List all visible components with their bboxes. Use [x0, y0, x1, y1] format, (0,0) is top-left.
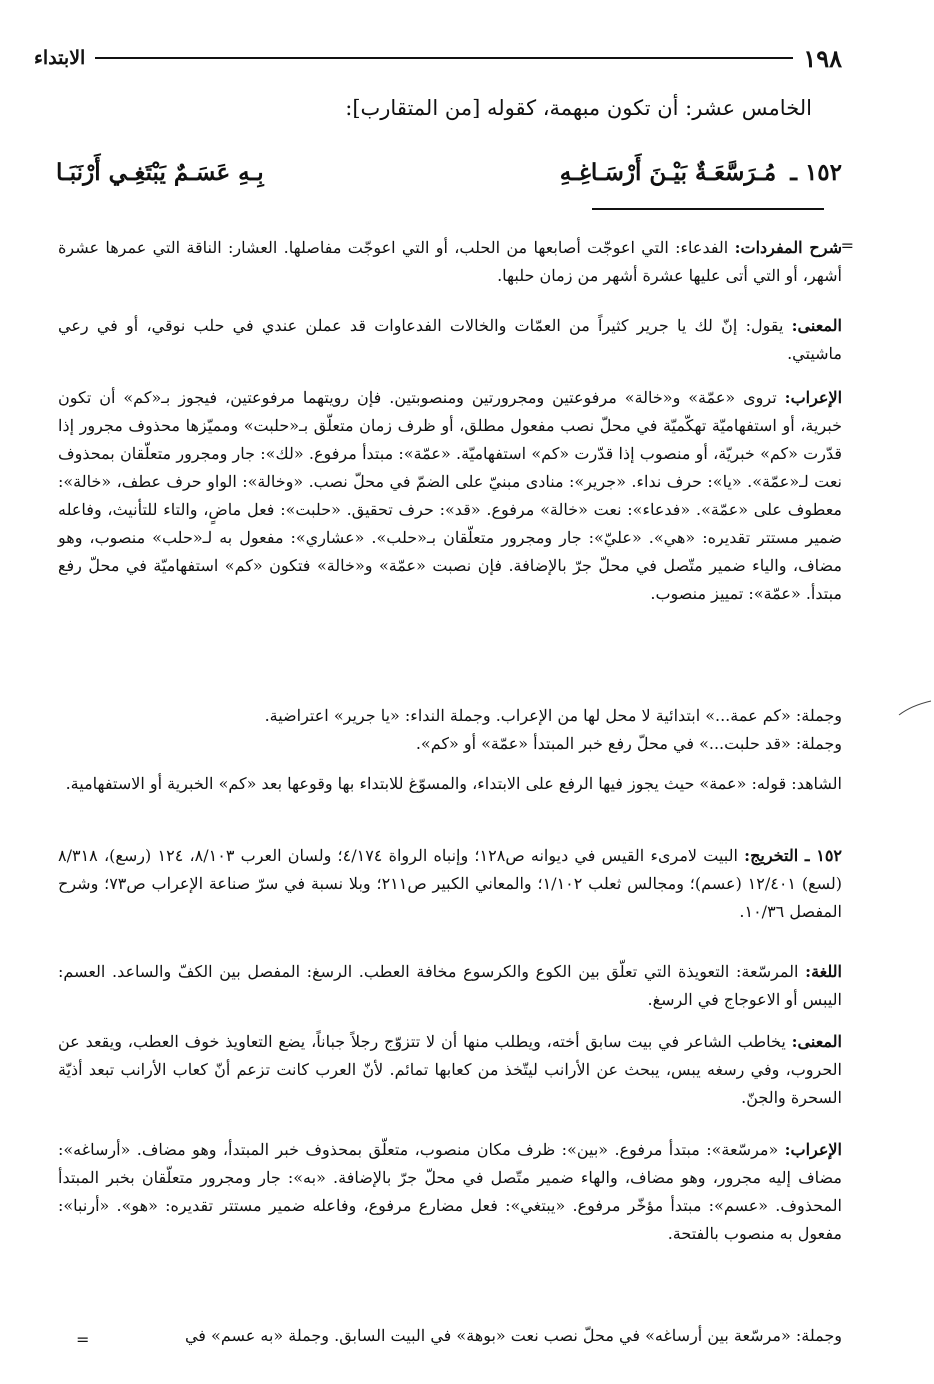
- irab-section-2: [58, 1136, 842, 1248]
- sentences-text-2: وجملة: «مرسّعة بين أرساغه» في محلّ نصب نعت «بوهة» في البيت السابق. وجملة «به عسم» في: [184, 1326, 842, 1345]
- sentences-section-1: [58, 702, 842, 758]
- vocab-label: شرح المفردات:: [734, 238, 842, 257]
- vocab-text: الفدعاء: التي اعوجّت أصابعها من الحلب، أو التي اعوجّت مفاصلها. العشار: الناقة التي عمرها عشرة أشهر، أو التي أتى عليها عشرة أشهر من زمان حلبها.: [58, 238, 842, 285]
- lugha-label: اللغة:: [805, 962, 842, 981]
- verse-line: [56, 150, 842, 194]
- takhrij-label: ١٥٢ ـ التخريج:: [744, 846, 843, 865]
- shahid-section: [58, 770, 842, 798]
- continuation-mark-top: =: [840, 236, 854, 255]
- sentences-section-2: [100, 1322, 842, 1350]
- irab-text-1: تروى «عمّة» و«خالة» مرفوعتين ومجرورتين ومنصوبتين. فإن رويتهما مرفوعتين، فيجوز بـ«كم» أن تكون خبرية، أو استفهاميّة تهكّميّة في محلّ نصب مفعول مطلق، أو ظرف زمان متعلّق بـ«حلبت» ومميّزها محذوف مجرور إذا قدّرت «كم» خبريّة، أو منصوب إذا قدّرت «كم» استفهاميّة. «عمّة»: مبتدأ مرفوع. «لك»: جار ومجرور متعلّقان بمحذوف نعت لـ«عمّة». «يا»: حرف نداء. «جرير»: منادى مبنيّ على الضمّ في محلّ نصب. «وخالة»: الواو حرف عطف، «خالة»: معطوف على «عمّة». «فدعاء»: نعت «خالة» مرفوع. «قد»: حرف تحقيق. «حلبت»: فعل ماضٍ، والتاء للتأنيث، وفاعله ضمير مستتر تقديره: «هي». «عليّ»: جار ومجرور متعلّقان بـ«حلب». «عشاري»: مفعول به لـ«حلب» منصوب، وهو مضاف، والياء ضمير متّصل في محلّ جرّ بالإضافة. فإن نصبت «عمّة» و«خالة» فتكون «كم» استفهاميّة في محلّ رفع مبتدأ. «عمّة»: تمييز منصوب.: [58, 388, 842, 603]
- sentences-line-1: وجملة: «كم عمة...» ابتدائية لا محل لها من الإعراب. وجملة النداء: «يا جرير» اعتراضية.: [264, 706, 842, 725]
- continuation-mark-bottom: =: [76, 1330, 90, 1349]
- lugha-text: المرسّعة: التعويذة التي تعلّق بين الكوع والكرسوع مخافة العطب. الرسغ: المفصل بين الكفّ والساعد. العسم: اليبس أو الاعوجاج في الرسغ.: [58, 962, 842, 1009]
- pencil-stroke-mark: [898, 700, 932, 716]
- meaning-text-2: يخاطب الشاعر في بيت سابق أخته، ويطلب منها أن لا تتزوّج رجلاً جباناً، يضع التعاويذ خوف العطب، ويقعد عن الحروب، وفي رسغه يبس، يبحث عن الأرانب ليتّخذ من كعابها تمائم. لأنّ العرب كانت تزعم أنّ كعاب الأرانب تبعد أذيّة السحرة والجنّ.: [58, 1032, 843, 1107]
- meaning-section-1: [58, 312, 842, 368]
- takhrij-section: [58, 842, 842, 926]
- footnote-separator-rule: [592, 208, 824, 210]
- hemistich-gap: [382, 159, 442, 186]
- lugha-section: [58, 958, 842, 1014]
- takhrij-text: البيت لامرىء القيس في ديوانه ص١٢٨؛ وإنباه الرواة ٤/١٧٤؛ ولسان العرب ٨/١٠٣، ١٢٤ (رسع)، ٨/٣١٨ (لسع) ١٢/٤٠١ (عسم)؛ ومجالس ثعلب ١/١٠٢؛ والمعاني الكبير ص٢١١؛ وبلا نسبة في سرّ صناعة الإعراب ص٧٣؛ وشرح المفصل ١٠/٣٦.: [58, 846, 842, 921]
- meaning-section-2: [58, 1028, 842, 1112]
- second-hemistich: بِـهِ عَسَـمٌ يَبْتَغِـي أَرْنَبَـا: [56, 158, 264, 186]
- vocab-section: [58, 234, 842, 290]
- first-hemistich: مُـرَسَّعَـةٌ بَيْـنَ أَرْسَـاغِـهِ: [559, 158, 777, 186]
- irab-label-1: الإعراب:: [784, 388, 843, 407]
- irab-section-1: [58, 384, 842, 608]
- irab-text-2: «مرسّعة»: مبتدأ مرفوع. «بين»: ظرف مكان منصوب، متعلّق بمحذوف خبر المبتدأ، وهو مضاف. «أرساغه»: مضاف إليه مجرور، وهو مضاف، والهاء ضمير متّصل في محلّ جرّ بالإضافة. «به»: جار ومجرور متعلّقان بخبر المبتدأ المحذوف. «عسم»: مبتدأ مؤخّر مرفوع. «يبتغي»: فعل مضارع مرفوع، وفاعله ضمير مستتر تقديره: «هو». «أرنبا»: مفعول به منصوب بالفتحة.: [58, 1140, 842, 1243]
- page-number: ١٩٨: [803, 43, 842, 73]
- shahid-text: الشاهد: قوله: «عمة» حيث يجوز فيها الرفع على الابتداء، والمسوّغ للابتداء بها وقوعها بعد «كم» الخبرية أو الاستفهامية.: [65, 774, 842, 793]
- running-title: الابتداء: [34, 47, 86, 69]
- intro-line: الخامس عشر: أن تكون مبهمة، كقوله [من المتقارب]:: [345, 96, 812, 120]
- meaning-text-1: يقول: إنّ لك يا جرير كثيراً من العمّات والخالات الفدعاوات قد عملن عندي في حلب نوقي، أو في رعي ماشيتي.: [58, 316, 842, 363]
- header-rule: [95, 57, 793, 59]
- irab-label-2: الإعراب:: [784, 1140, 842, 1159]
- sentences-line-2: وجملة: «قد حلبت...» في محلّ رفع خبر المبتدأ «عمّة» أو «كم».: [415, 734, 842, 753]
- meaning-label-2: المعنى:: [791, 1032, 842, 1051]
- verse-hemistichs: [56, 159, 776, 186]
- running-header: [34, 40, 842, 76]
- verse-number: ١٥٢ ـ: [790, 158, 842, 186]
- meaning-label-1: المعنى:: [791, 316, 842, 335]
